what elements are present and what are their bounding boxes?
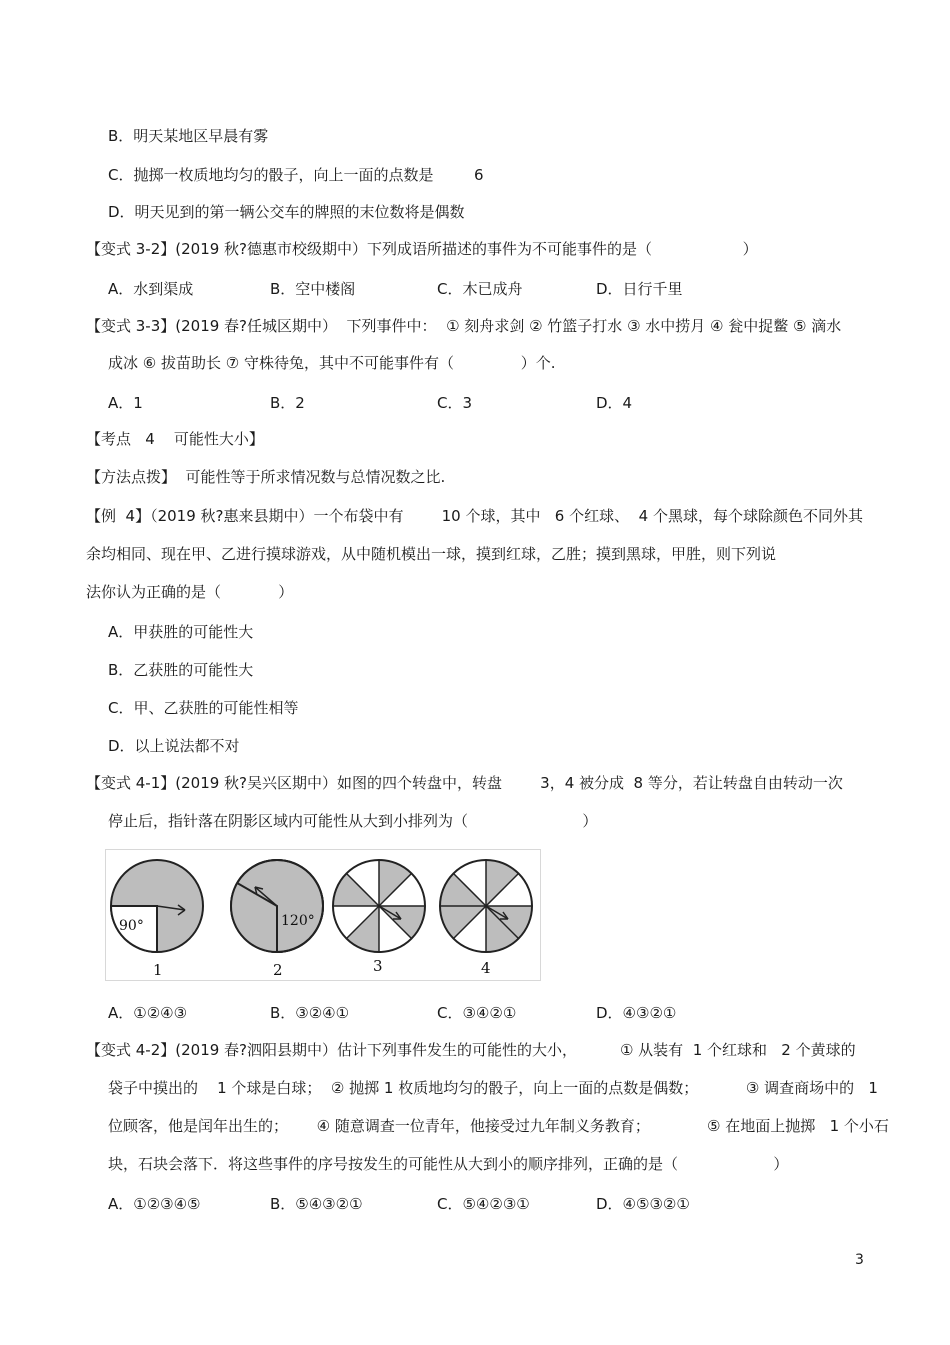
spinner-3 [333,860,425,952]
variant-4-2-option-d: D．④⑤③②① [596,1195,690,1213]
variant-4-1-option-c: C．③④②① [437,1004,517,1022]
example-4-line1: 【例 4】（2019 秋?惠来县期中）一个布袋中有 10 个球，其中 6 个红球、 4 个黑球，每个球除颜色不同外其 [86,507,863,525]
page-number: 3 [855,1252,864,1268]
variant-3-3-option-c: C．3 [437,394,473,412]
variant-4-2-line4: 块，石块会落下．将这些事件的序号按发生的可能性从大到小的顺序排列，正确的是（ ） [108,1155,789,1173]
example-4-line2: 余均相同、现在甲、乙进行摸球游戏，从中随机模出一球，摸到红球，乙胜；摸到黑球，甲胜，则下列说 [86,545,777,563]
method-tip: 【方法点拨】 可能性等于所求情况数与总情况数之比. [86,468,446,486]
variant-4-1-option-a: A．①②④③ [108,1004,188,1022]
example-4-line3: 法你认为正确的是（ ） [86,583,294,601]
spinner-2-label: 2 [273,961,283,979]
example-4-option-d: D．以上说法都不对 [108,737,240,755]
variant-3-3-option-b: B．2 [270,394,305,412]
variant-3-3-question-line1: 【变式 3-3】(2019 春?任城区期中） 下列事件中： ① 刻舟求剑 ② 竹篮子打水 ③ 水中捞月 ④ 瓮中捉鳖 ⑤ 滴水 [86,317,842,335]
spinner-1-angle-label: 90° [119,918,144,934]
option-b-fog: B．明天某地区早晨有雾 [108,127,269,145]
variant-4-2-line1: 【变式 4-2】(2019 春?泗阳县期中）估计下列事件发生的可能性的大小， ① 从装有 1 个红球和 2 个黄球的 [86,1041,856,1059]
spinner-4 [440,860,532,952]
spinner-2-angle-label: 120° [281,913,315,929]
option-c-dice: C．抛掷一枚质地均匀的骰子，向上一面的点数是 [108,166,434,184]
option-d-bus: D．明天见到的第一辆公交车的牌照的末位数将是偶数 [108,203,465,221]
variant-4-2-option-a: A．①②③④⑤ [108,1195,201,1213]
spinner-1 [111,860,203,952]
option-c-dice-number: 6 [474,166,484,184]
variant-3-2-question: 【变式 3-2】(2019 秋?德惠市校级期中）下列成语所描述的事件为不可能事件的是（ ） [86,240,758,258]
spinners-figure [105,849,541,981]
variant-4-1-line1: 【变式 4-1】(2019 秋?吴兴区期中）如图的四个转盘中，转盘 3，4 被分成 8 等分，若让转盘自由转动一次 [86,774,843,792]
variant-3-2-option-b: B．空中楼阁 [270,280,356,298]
spinner-1-label: 1 [153,961,163,979]
variant-4-2-option-b: B．⑤④③②① [270,1195,363,1213]
variant-4-1-option-b: B．③②④① [270,1004,350,1022]
variant-4-1-option-d: D．④③②① [596,1004,677,1022]
variant-3-2-option-a: A．水到渠成 [108,280,194,298]
example-4-option-c: C．甲、乙获胜的可能性相等 [108,699,299,717]
variant-4-2-option-c: C．⑤④②③① [437,1195,530,1213]
variant-4-2-line3: 位顾客，他是闰年出生的； ④ 随意调查一位青年，他接受过九年制义务教育； ⑤ 在地面上抛掷 1 个小石 [108,1117,889,1135]
spinner-4-label: 4 [481,959,491,977]
variant-4-2-line2: 袋子中摸出的 1 个球是白球； ② 抛掷 1 枚质地均匀的骰子，向上一面的点数是偶数； ③ 调查商场中的 1 [108,1079,878,1097]
variant-3-3-question-line2: 成冰 ⑥ 拔苗助长 ⑦ 守株待兔，其中不可能事件有（ ）个. [108,354,556,372]
variant-4-1-line2: 停止后，指针落在阴影区域内可能性从大到小排列为（ ） [108,812,598,830]
spinner-3-label: 3 [373,957,383,975]
topic-4-heading: 【考点 4 可能性大小】 [86,430,264,448]
example-4-option-b: B．乙获胜的可能性大 [108,661,254,679]
example-4-option-a: A．甲获胜的可能性大 [108,623,254,641]
spinner-2 [231,860,323,952]
variant-3-2-option-c: C．木已成舟 [437,280,523,298]
variant-3-2-option-d: D．日行千里 [596,280,683,298]
variant-3-3-option-a: A．1 [108,394,143,412]
variant-3-3-option-d: D．4 [596,394,633,412]
